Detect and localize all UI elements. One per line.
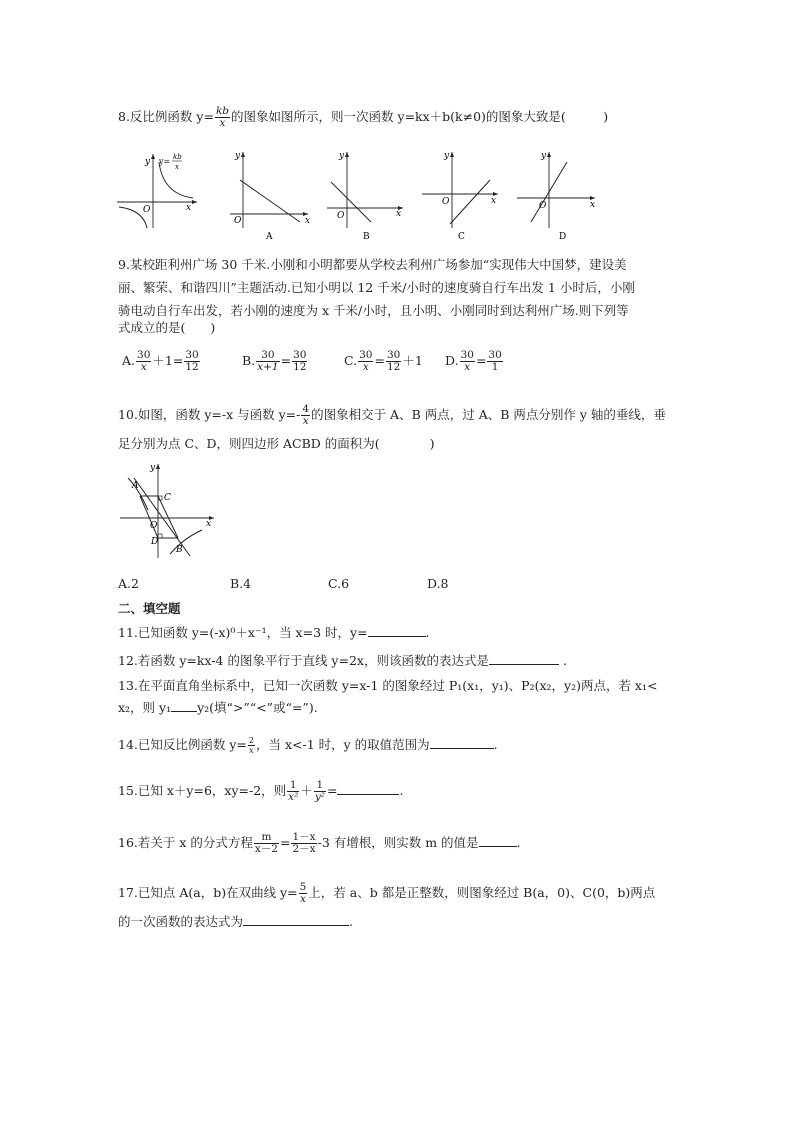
q8-given-o: O [143, 205, 151, 215]
q8-option-a-label: A [266, 232, 273, 242]
q8-option-b-graph[interactable] [325, 150, 410, 240]
q8-option-d-label: D [559, 232, 567, 242]
q14-blank[interactable] [430, 736, 494, 749]
q9-line-4: 式成立的是( ) [118, 320, 216, 335]
q10-fig-d: D [151, 537, 159, 547]
q17-line-1: 17.已知点 A(a，b)在双曲线 y= $\frac{5}{x}$ 上，若 a、b 都是正整数，则图象经过 B(a，0)、C(0，b)两点 [118, 881, 656, 905]
section-fill-in-heading: 二、填空题 [118, 601, 181, 616]
q8-option-b-label: B [363, 232, 370, 242]
q10-figure [118, 462, 223, 562]
q10-line-1: 10.如图，函数 y=-x 与函数 y=- $\frac{4}{x}$ 的图象相交于 A、B 两点，过 A、B 两点分别作 y 轴的垂线，垂 [118, 403, 666, 427]
q8-option-c-label: C [458, 232, 465, 242]
svg-text:y: y [339, 151, 345, 161]
svg-text:y: y [444, 151, 450, 161]
q10-option-a[interactable]: A.2 [118, 576, 139, 591]
q12-blank[interactable] [489, 652, 559, 665]
q10-fig-c: C [164, 493, 171, 503]
svg-text:O: O [234, 216, 242, 226]
svg-text:x: x [305, 216, 311, 226]
q8-stem: 8.反比例函数 y= $\frac{kb}{x}$ 的图象如图所示，则一次函数 y=kx＋b(k≠0)的图象大致是( ) [118, 105, 609, 129]
q10-fig-y: y [150, 463, 156, 473]
q9-option-c[interactable]: C. $\frac{30}{x}$ = $\frac{30}{12}$ ＋1 [344, 349, 423, 373]
q8-fraction: $\frac{kb}{x}$ [215, 105, 230, 129]
q12: 12.若函数 y=kx-4 的图象平行于直线 y=2x，则该函数的表达式是 . [118, 653, 567, 668]
q9-line-3: 骑电动自行车出发，若小刚的速度为 x 千米/小时，且小明、小刚同时到达利州广场.则下列等 [118, 303, 629, 318]
svg-text:x: x [396, 209, 402, 219]
q8-given-graph [115, 150, 200, 230]
svg-text:O: O [442, 197, 450, 207]
q17-fraction: $\frac{5}{x}$ [299, 881, 307, 905]
q11-blank[interactable] [368, 624, 426, 637]
q16-blank[interactable] [479, 834, 517, 847]
q10-option-c[interactable]: C.6 [328, 576, 350, 591]
q8-curve-label: y= [159, 157, 171, 166]
q13-line-2: x₂，则 y₁ y₂(填“>”“<”或“=”). [118, 700, 318, 715]
q8-curve-num: kb [173, 153, 182, 161]
q8-option-c-graph[interactable] [420, 150, 505, 240]
svg-text:y: y [541, 151, 547, 161]
q16: 16.若关于 x 的分式方程 $\frac{m}{x-2}$ = $\frac{1-x}{2-x}$ -3 有增根，则实数 m 的值是 . [118, 831, 521, 855]
q8-given-x: x [186, 203, 192, 213]
q13-line-1: 13.在平面直角坐标系中，已知一次函数 y=x-1 的图象经过 P₁(x₁，y₁)、P₂(x₂，y₂)两点，若 x₁< [118, 678, 658, 693]
q8-option-d-graph[interactable] [515, 150, 600, 240]
q15-blank[interactable] [337, 782, 399, 795]
q10-option-d[interactable]: D.8 [427, 576, 449, 591]
q10-option-b[interactable]: B.4 [230, 576, 252, 591]
q8-curve-den: x [175, 163, 179, 171]
q17-line-2: 的一次函数的表达式为 . [118, 914, 353, 929]
q17-blank[interactable] [243, 913, 349, 926]
q10-fig-a: A [132, 481, 139, 491]
q10-line-2: 足分别为点 C、D，则四边形 ACBD 的面积为( ) [118, 436, 435, 451]
svg-text:O: O [337, 211, 345, 221]
q10-fig-x: x [206, 519, 212, 529]
q9-line-2: 丽、繁荣、和谐四川”主题活动.已知小明以 12 千米/小时的速度骑自行车出发 1 小时后，小刚 [118, 280, 635, 295]
svg-text:x: x [590, 200, 596, 210]
q15: 15.已知 x＋y=6，xy=-2，则 $\frac{1}{\text{x²}}$ ＋ $\frac{1}{\text{y²}}$ = . [118, 779, 404, 803]
q13-blank[interactable] [171, 699, 197, 712]
q9-option-b[interactable]: B. $\frac{30}{x+1}$ = $\frac{30}{12}$ [242, 349, 307, 373]
q9-line-1: 9.某校距利州广场 30 千米.小刚和小明都要从学校去利州广场参加“实现伟大中国梦，建设美 [118, 257, 627, 272]
q8-given-y: y [145, 157, 151, 167]
q10-fig-o: O [150, 521, 158, 531]
q10-fraction: $\frac{4}{x}$ [302, 403, 310, 427]
q10-fig-b: B [176, 545, 183, 555]
q9-option-a[interactable]: A. $\frac{30}{x}$ ＋1= $\frac{30}{12}$ [122, 349, 199, 373]
svg-text:y: y [235, 151, 241, 161]
q14: 14.已知反比例函数 y= $\frac{2}{x}$ ，当 x<-1 时，y 的取值范围为 . [118, 736, 498, 755]
svg-text:x: x [491, 196, 497, 206]
q9-option-d[interactable]: D. $\frac{30}{x}$ = $\frac{30}{1}$ [445, 349, 502, 373]
svg-text:O: O [539, 201, 547, 211]
q11: 11.已知函数 y=(-x)⁰＋x⁻¹，当 x=3 时，y= . [118, 625, 430, 640]
q14-fraction: $\frac{2}{x}$ [248, 736, 254, 755]
q8-option-a-graph[interactable] [228, 150, 313, 240]
